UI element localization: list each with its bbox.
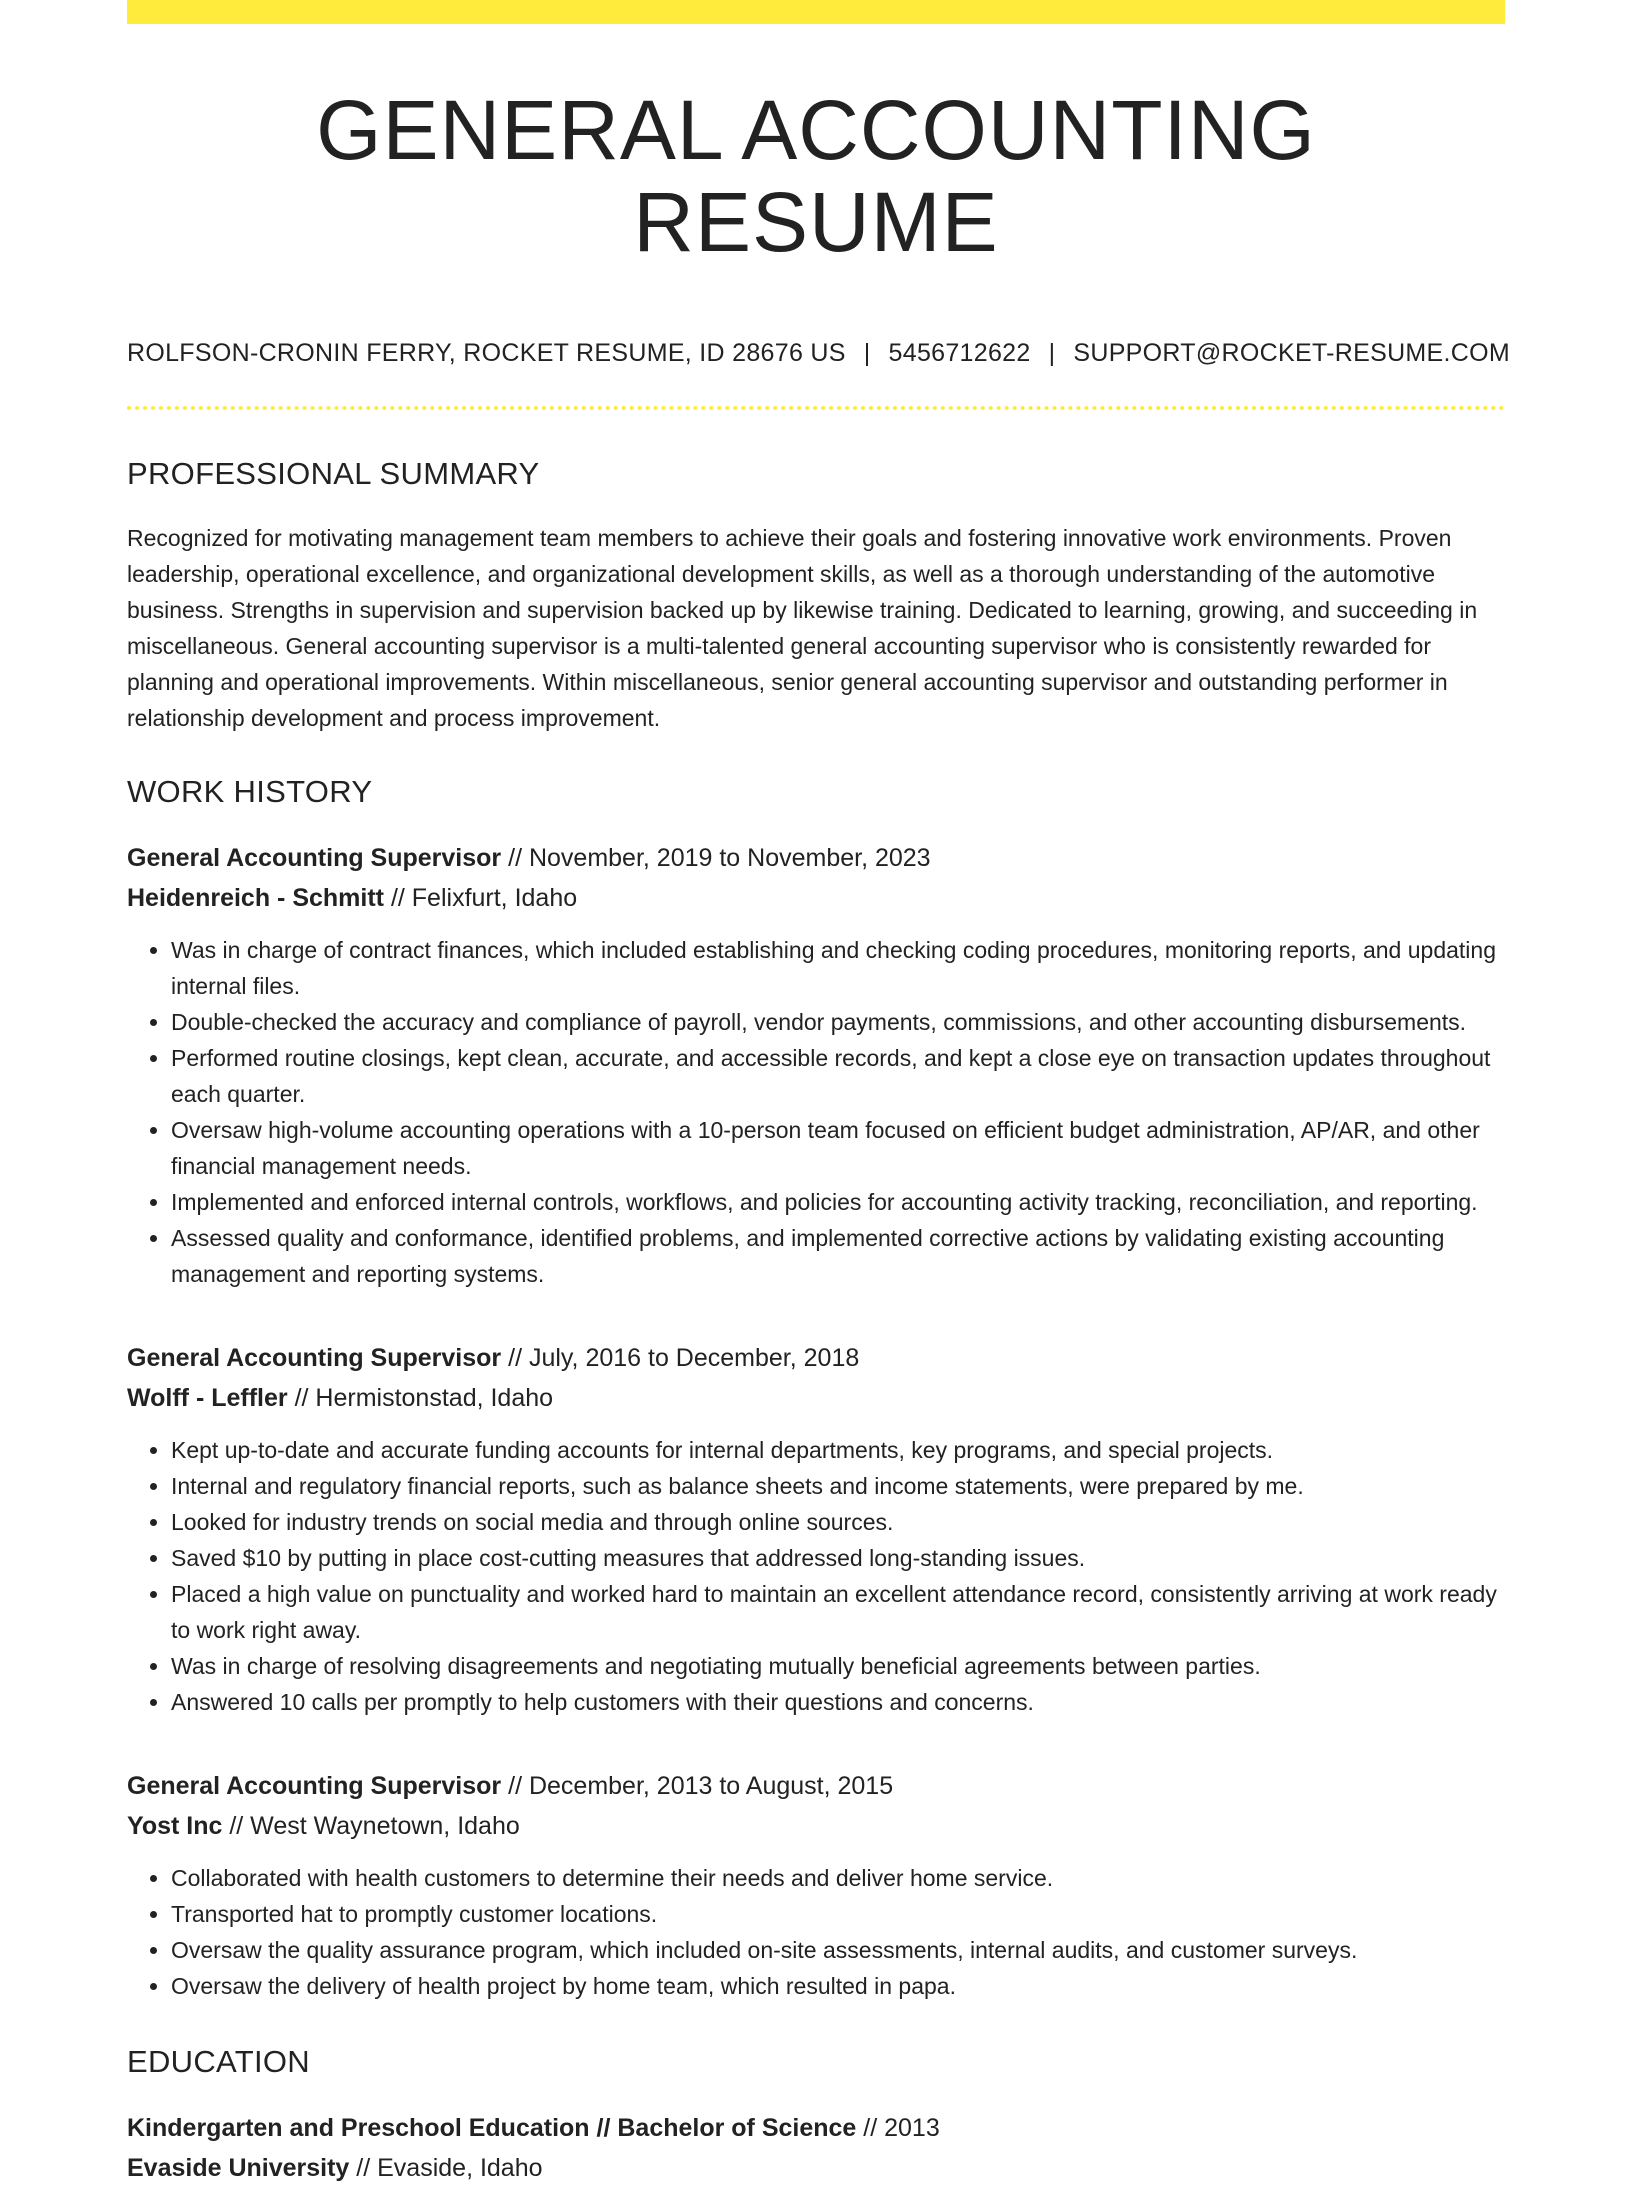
list-item: • Was in charge of resolving disagreements and negotiating mutually beneficial agreements between parties. xyxy=(171,1648,1505,1684)
list-item: • Implemented and enforced internal controls, workflows, and policies for accounting activity tracking, reconciliation, and reporting. xyxy=(171,1184,1505,1220)
job-company-line xyxy=(127,1378,1505,1418)
job-title: General Accounting Supervisor xyxy=(127,843,502,872)
job-entry-1 xyxy=(127,838,1505,1292)
job-title-line xyxy=(127,1338,1505,1378)
list-item: • Answered 10 calls per promptly to help customers with their questions and concerns. xyxy=(171,1684,1505,1720)
job-location: // Felixfurt, Idaho xyxy=(384,883,578,912)
job-location: // West Waynetown, Idaho xyxy=(222,1811,520,1840)
list-item: • Looked for industry trends on social media and through online sources. xyxy=(171,1504,1505,1540)
job-dates: // December, 2013 to August, 2015 xyxy=(501,1771,894,1800)
education-school: Evaside University xyxy=(127,2153,350,2182)
work-history-heading: WORK HISTORY xyxy=(127,773,373,809)
list-item: • Oversaw the quality assurance program, which included on-site assessments, internal audits, and customer surveys. xyxy=(171,1932,1505,1968)
job-company-line xyxy=(127,1806,1505,1846)
education-degree-line xyxy=(127,2108,1505,2148)
contact-address: ROLFSON-CRONIN FERRY, ROCKET RESUME, ID 28676 US xyxy=(127,338,846,367)
summary-heading: PROFESSIONAL SUMMARY xyxy=(127,455,540,491)
summary-text: Recognized for motivating management team members to achieve their goals and fostering innovative work environments. Proven leadership, operational excellence, and organizational development skills, as well as a thorough understanding of the automotive business. Strengths in supervision and supervision backed up by likewise training. Dedicated to learning, growing, and succeeding in miscellaneous. General accounting supervisor is a multi-talented general accounting supervisor who is consistently rewarded for planning and operational improvements. Within miscellaneous, senior general accounting supervisor and outstanding performer in relationship development and process improvement. xyxy=(127,524,1478,731)
list-item: • Internal and regulatory financial reports, such as balance sheets and income statements, were prepared by me. xyxy=(171,1468,1505,1504)
job-company: Heidenreich - Schmitt xyxy=(127,883,384,912)
job-title-line xyxy=(127,838,1505,878)
list-item: • Transported hat to promptly customer locations. xyxy=(171,1896,1505,1932)
list-item: • Oversaw the delivery of health project by home team, which resulted in papa. xyxy=(171,1968,1505,2004)
contact-line xyxy=(127,338,1511,368)
list-item: • Collaborated with health customers to determine their needs and deliver home service. xyxy=(171,1860,1505,1896)
job-dates: // November, 2019 to November, 2023 xyxy=(501,843,931,872)
job-entry-3 xyxy=(127,1766,1505,2004)
job-dates: // July, 2016 to December, 2018 xyxy=(501,1343,860,1372)
list-item: • Performed routine closings, kept clean, accurate, and accessible records, and kept a close eye on transaction updates throughout each quarter. xyxy=(171,1040,1505,1112)
education-degree: // Bachelor of Science xyxy=(589,2113,857,2142)
education-year: // 2013 xyxy=(856,2113,940,2142)
contact-phone: 5456712622 xyxy=(888,338,1031,367)
contact-separator: | xyxy=(863,338,871,367)
job-bullets xyxy=(127,932,1505,1292)
job-title: General Accounting Supervisor xyxy=(127,1771,502,1800)
education-school-line xyxy=(127,2148,1505,2188)
job-bullets xyxy=(127,1432,1505,1720)
job-bullets xyxy=(127,1860,1505,2004)
list-item: • Saved $10 by putting in place cost-cutting measures that addressed long-standing issues. xyxy=(171,1540,1505,1576)
job-location: // Hermistonstad, Idaho xyxy=(287,1383,554,1412)
education-field: Kindergarten and Preschool Education xyxy=(127,2113,590,2142)
contact-separator: | xyxy=(1048,338,1056,367)
job-company: Yost Inc xyxy=(127,1811,223,1840)
top-accent-bar xyxy=(127,0,1505,24)
education-location: // Evaside, Idaho xyxy=(349,2153,543,2182)
dotted-divider xyxy=(127,406,1505,410)
job-title: General Accounting Supervisor xyxy=(127,1343,502,1372)
list-item: • Double-checked the accuracy and compliance of payroll, vendor payments, commissions, and other accounting disbursements. xyxy=(171,1004,1505,1040)
contact-email: SUPPORT@ROCKET-RESUME.COM xyxy=(1073,338,1511,367)
education-entry xyxy=(127,2108,1505,2188)
list-item: • Placed a high value on punctuality and worked hard to maintain an excellent attendance record, consistently arriving at work ready to work right away. xyxy=(171,1576,1505,1648)
list-item: • Was in charge of contract finances, which included establishing and checking coding procedures, monitoring reports, and updating internal files. xyxy=(171,932,1505,1004)
job-entry-2 xyxy=(127,1338,1505,1720)
education-heading: EDUCATION xyxy=(127,2043,310,2079)
job-company-line xyxy=(127,878,1505,918)
list-item: • Assessed quality and conformance, identified problems, and implemented corrective actions by validating existing accounting management and reporting systems. xyxy=(171,1220,1505,1292)
job-title-line xyxy=(127,1766,1505,1806)
resume-page xyxy=(127,0,1511,2188)
resume-title: GENERAL ACCOUNTING RESUME xyxy=(316,83,1316,270)
list-item: • Oversaw high-volume accounting operations with a 10-person team focused on efficient budget administration, AP/AR, and other financial management needs. xyxy=(171,1112,1505,1184)
job-company: Wolff - Leffler xyxy=(127,1383,288,1412)
list-item: • Kept up-to-date and accurate funding accounts for internal departments, key programs, and special projects. xyxy=(171,1432,1505,1468)
